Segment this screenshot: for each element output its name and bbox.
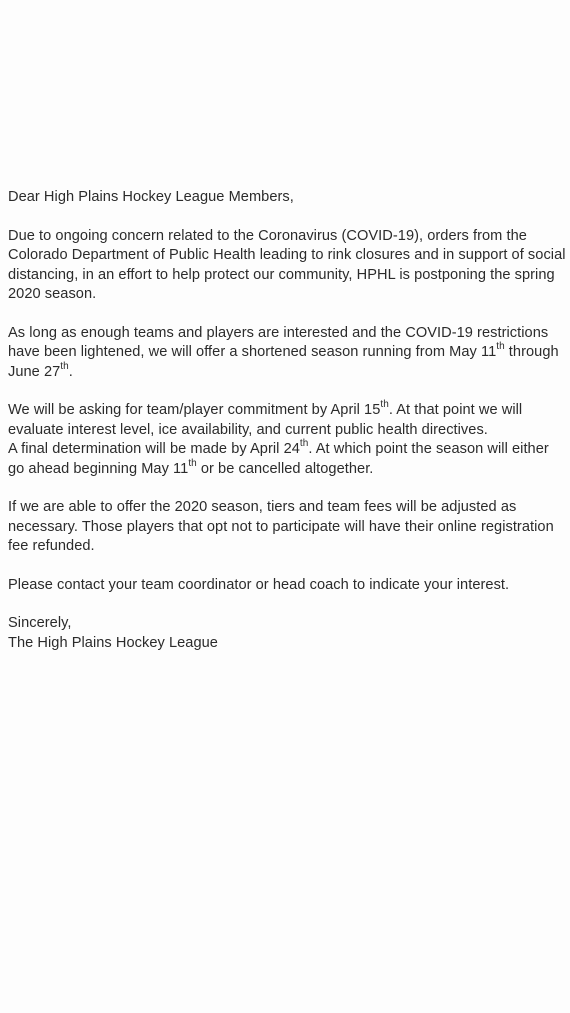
- p2-ordinal-2: th: [60, 360, 69, 372]
- letter-salutation: Dear High Plains Hockey League Members,: [8, 189, 294, 205]
- p2-text-1: As long as enough teams and players are interested and the COVID-19 restrictions have been lightened, we will offer a shortened season running from May 11: [8, 324, 549, 360]
- p2-ordinal-1: th: [496, 341, 505, 353]
- p4-ordinal-2: th: [188, 457, 197, 469]
- p4-text-3: or be cancelled altogether.: [196, 460, 374, 477]
- p2-text-2: through June 27: [8, 344, 559, 380]
- letter-paragraph-contact: Please contact your team coordinator or head coach to indicate your interest.: [8, 576, 510, 593]
- p2-text-3: .: [68, 363, 73, 380]
- p4-text-1: A final determination will be made by April 24: [8, 441, 300, 457]
- letter-paragraph-determination: [8, 440, 568, 479]
- letter-paragraph-shortened-season: [8, 324, 568, 383]
- p4-text-2: . At which point the season will either go ahead beginning May 11: [8, 441, 549, 477]
- p3-ordinal-1: th: [380, 399, 389, 411]
- letter-body: [8, 188, 568, 672]
- letter-paragraph-fees: If we are able to offer the 2020 season, tiers and team fees will be adjusted as necessary. Those players that opt not to participate will have their online registration fee refunded.: [8, 499, 554, 554]
- letter-signature: The High Plains Hockey League: [8, 634, 218, 651]
- letter-paragraph-postponement: Due to ongoing concern related to the Coronavirus (COVID-19), orders from the Colorado Department of Public Health leading to rink closures and in support of social distancing, in an effort to help protect our community, HPHL is postponing the spring 2020 season.: [8, 227, 566, 302]
- letter-paragraph-commitment: [8, 401, 568, 440]
- letter-closing: Sincerely,: [8, 615, 72, 631]
- p3-text-1: We will be asking for team/player commitment by April 15: [8, 402, 381, 418]
- p3-text-2: . At that point we will evaluate interest level, ice availability, and current public health directives.: [8, 402, 523, 438]
- p4-ordinal-1: th: [299, 438, 309, 450]
